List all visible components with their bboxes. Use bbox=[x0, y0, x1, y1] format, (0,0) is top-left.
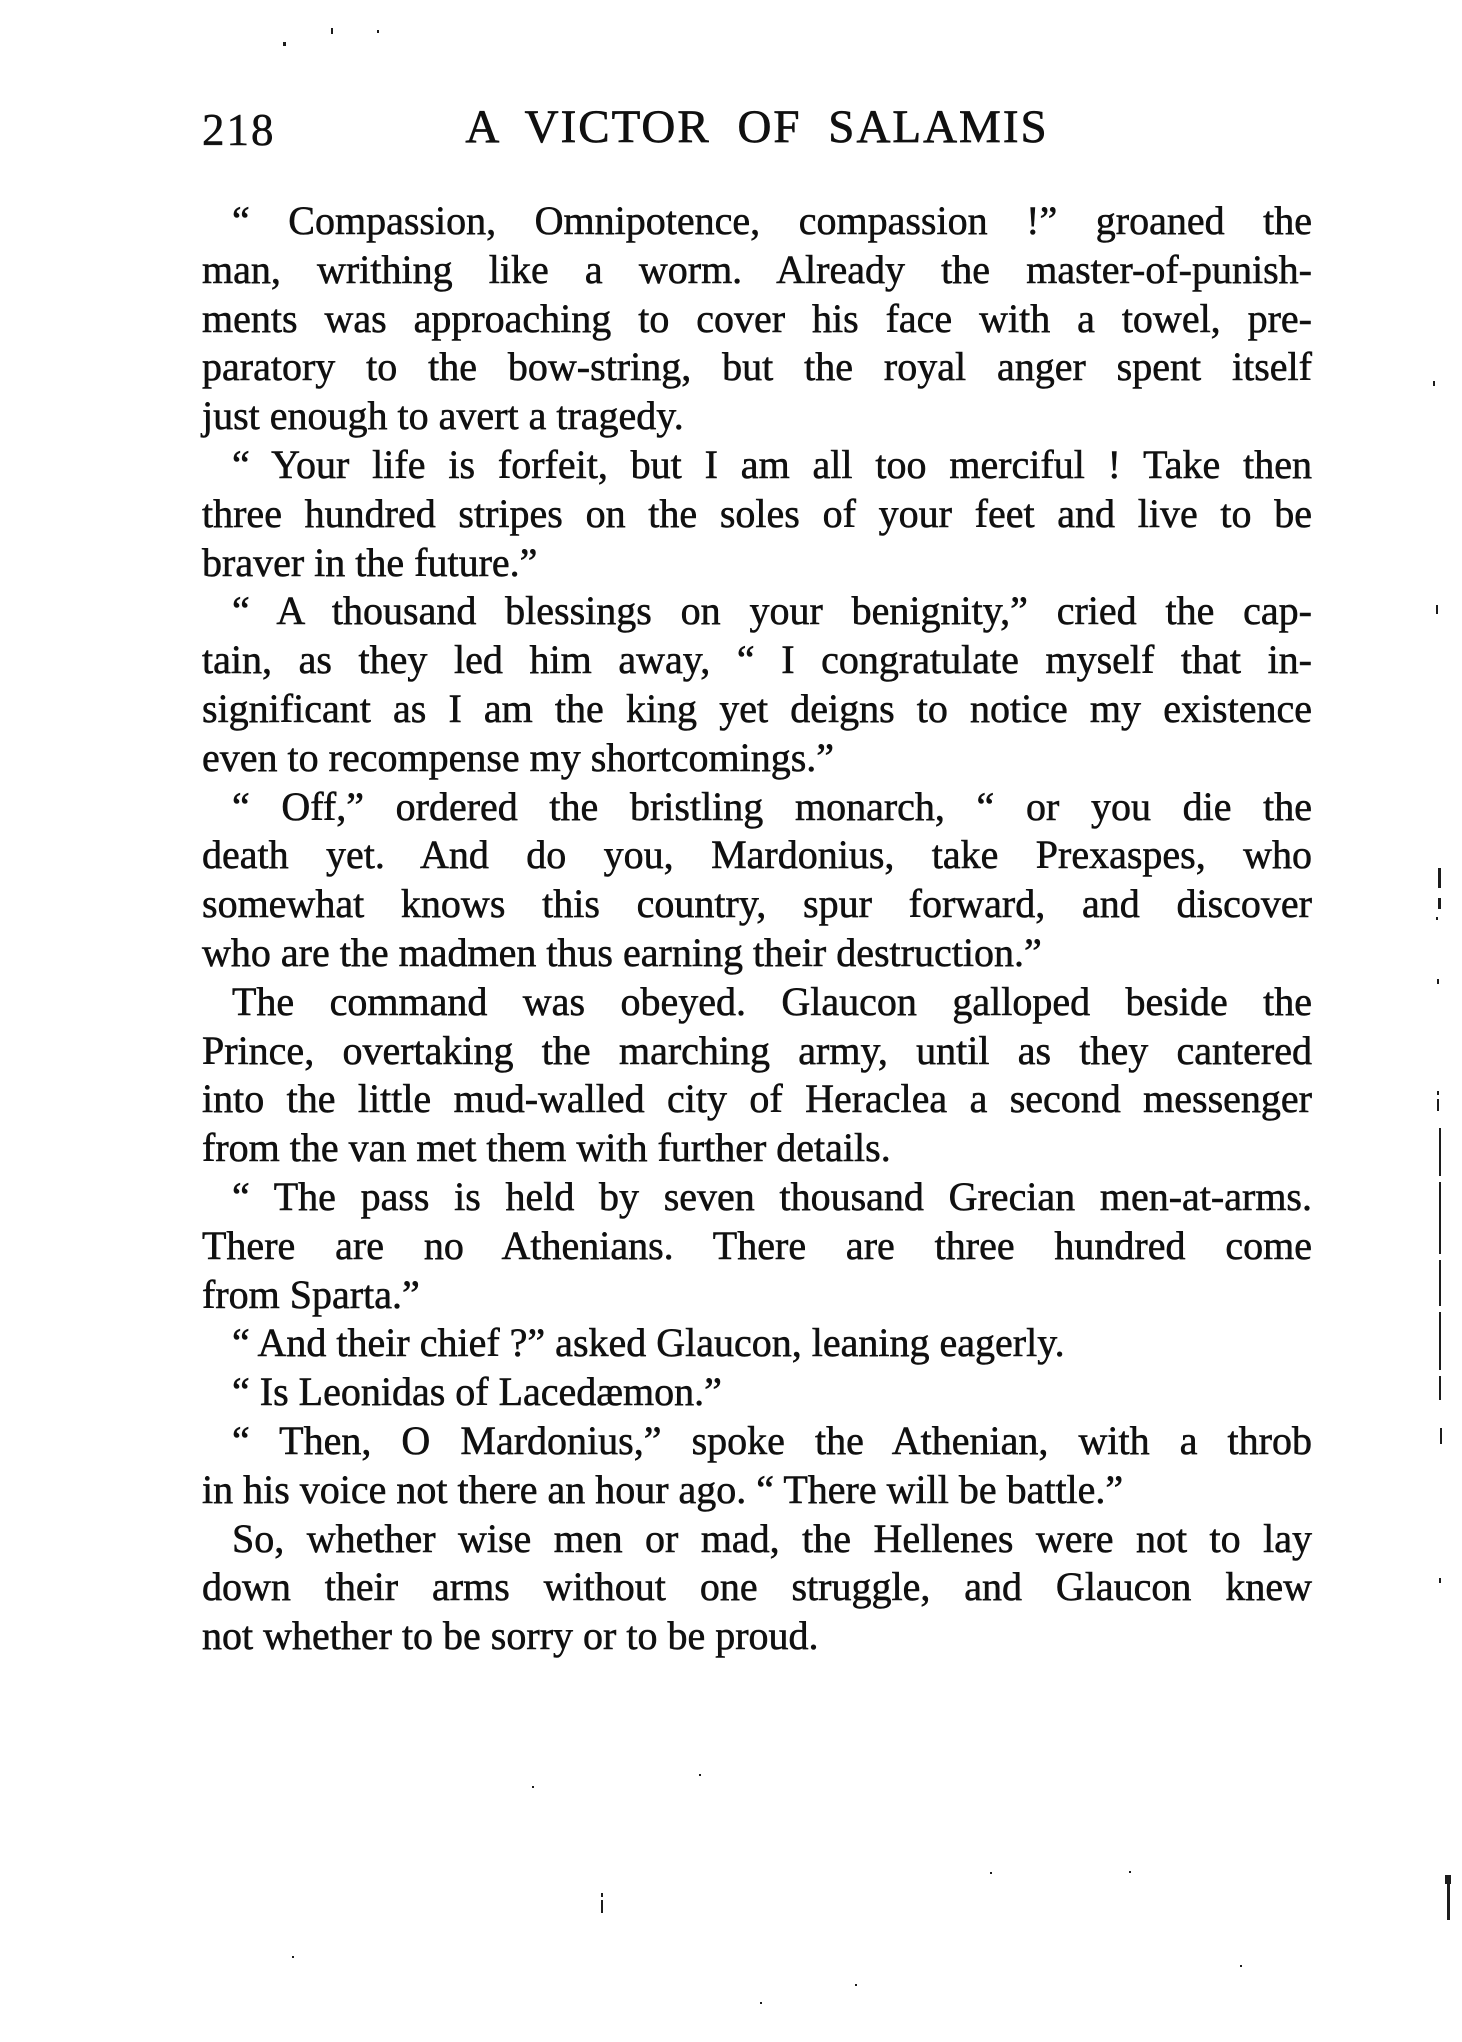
text-line: Prince, overtaking the marching army, until as they cantered bbox=[202, 1027, 1312, 1073]
ink-speck bbox=[601, 1893, 603, 1897]
margin-mark bbox=[1437, 1099, 1439, 1111]
text-line: “ Then, O Mardonius,” spoke the Athenian, with a throb bbox=[232, 1417, 1312, 1463]
text-line: ments was approaching to cover his face with a towel, pre- bbox=[202, 295, 1312, 341]
text-line: death yet. And do you, Mardonius, take Prexaspes, who bbox=[202, 832, 1312, 878]
text-line: “ Compassion, Omnipotence, compassion !” groaned the bbox=[232, 198, 1312, 243]
text-line: man, writhing like a worm. Already the master-of-punish- bbox=[202, 246, 1312, 292]
margin-mark bbox=[1440, 1428, 1442, 1444]
text-line: from the van met them with further details. bbox=[202, 1125, 891, 1171]
text-line: braver in the future.” bbox=[202, 539, 538, 585]
margin-mark bbox=[1447, 1884, 1450, 1920]
ink-speck bbox=[331, 28, 333, 34]
body-text bbox=[202, 197, 1312, 1661]
text-line: “ And their chief ?” asked Glaucon, leaning eagerly. bbox=[232, 1320, 1065, 1366]
margin-mark bbox=[1439, 1128, 1441, 1176]
ink-speck bbox=[377, 30, 379, 33]
text-line: three hundred stripes on the soles of your feet and live to be bbox=[202, 490, 1312, 536]
ink-speck bbox=[990, 1872, 992, 1874]
text-line: The command was obeyed. Glaucon galloped beside the bbox=[232, 978, 1312, 1024]
text-line: just enough to avert a tragedy. bbox=[202, 393, 684, 439]
text-line: into the little mud-walled city of Heraclea a second messenger bbox=[202, 1076, 1312, 1122]
margin-mark bbox=[1439, 1578, 1441, 1583]
ink-speck bbox=[292, 1956, 294, 1958]
margin-mark bbox=[1438, 868, 1441, 888]
text-line: “ Is Leonidas of Lacedæmon.” bbox=[232, 1369, 722, 1415]
running-head bbox=[202, 100, 1312, 156]
text-line: in his voice not there an hour ago. “ There will be battle.” bbox=[202, 1466, 1124, 1512]
text-line: who are the madmen thus earning their destruction.” bbox=[202, 929, 1042, 975]
text-line: even to recompense my shortcomings.” bbox=[202, 734, 835, 780]
text-line: not whether to be sorry or to be proud. bbox=[202, 1613, 819, 1659]
margin-mark bbox=[1436, 605, 1438, 614]
margin-mark bbox=[1439, 1312, 1441, 1370]
text-line: “ Your life is forfeit, but I am all too merciful ! Take then bbox=[232, 441, 1312, 487]
margin-mark bbox=[1439, 1376, 1441, 1400]
ink-speck bbox=[699, 1774, 701, 1776]
ink-speck bbox=[855, 1984, 857, 1986]
ink-speck bbox=[1240, 1965, 1242, 1967]
ink-speck bbox=[760, 2002, 762, 2004]
text-line: So, whether wise men or mad, the Hellenes were not to lay bbox=[232, 1515, 1312, 1561]
page-number: 218 bbox=[202, 105, 276, 155]
margin-mark bbox=[1433, 381, 1435, 386]
margin-mark bbox=[1437, 1091, 1439, 1095]
text-line: “ Off,” ordered the bristling monarch, “ or you die the bbox=[232, 783, 1312, 829]
text-line: “ The pass is held by seven thousand Grecian men-at-arms. bbox=[232, 1173, 1312, 1219]
text-line: significant as I am the king yet deigns to notice my existence bbox=[202, 685, 1312, 731]
text-line: tain, as they led him away, “ I congratulate myself that in- bbox=[202, 637, 1312, 683]
text-line: paratory to the bow-string, but the royal anger spent itself bbox=[202, 344, 1312, 390]
text-line: down their arms without one struggle, and Glaucon knew bbox=[202, 1564, 1312, 1610]
ink-speck bbox=[1129, 1871, 1131, 1873]
margin-mark bbox=[1438, 898, 1441, 909]
text-line: There are no Athenians. There are three hundred come bbox=[202, 1222, 1312, 1268]
margin-mark bbox=[1436, 917, 1438, 920]
ink-speck bbox=[601, 1900, 603, 1913]
ink-speck bbox=[283, 42, 286, 46]
margin-mark bbox=[1439, 1182, 1441, 1254]
ink-speck bbox=[532, 1786, 534, 1788]
margin-mark bbox=[1439, 1260, 1441, 1306]
text-line: from Sparta.” bbox=[202, 1271, 420, 1317]
margin-mark bbox=[1437, 979, 1439, 984]
text-line: somewhat knows this country, spur forward, and discover bbox=[202, 881, 1312, 927]
margin-mark bbox=[1445, 1875, 1451, 1884]
running-title: A VICTOR OF SALAMIS bbox=[465, 101, 1049, 153]
text-line: “ A thousand blessings on your benignity,” cried the cap- bbox=[232, 588, 1312, 634]
